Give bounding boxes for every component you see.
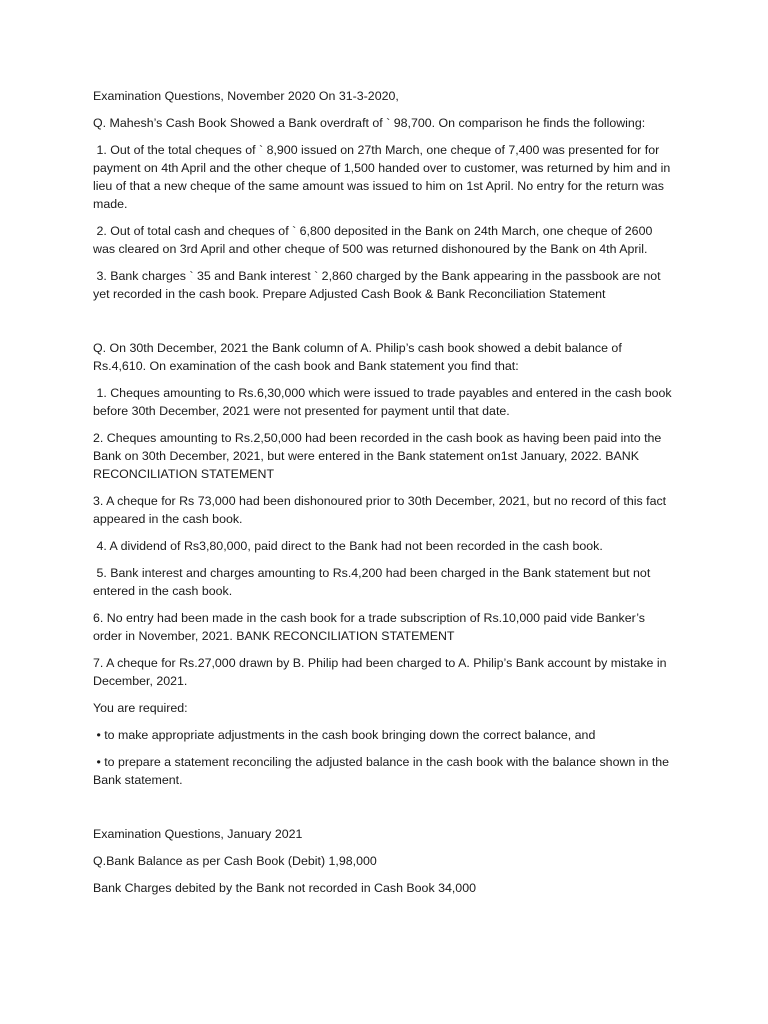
document-page: [93, 87, 677, 906]
philip-item-3: 3. A cheque for Rs 73,000 had been dishonoured prior to 30th December, 2021, but no record of this fact appeared in the cash book.: [93, 494, 670, 526]
bank-balance-line: Q.Bank Balance as per Cash Book (Debit) 1,98,000: [93, 854, 377, 868]
section-heading-january-2021: Examination Questions, January 2021: [93, 827, 303, 841]
philip-item-7: 7. A cheque for Rs.27,000 drawn by B. Philip had been charged to A. Philip’s Bank account by mistake in December, 2021.: [93, 656, 670, 688]
section-heading-november-2020: Examination Questions, November 2020 On 31-3-2020,: [93, 89, 399, 103]
question-item-1: 1. Out of the total cheques of ` 8,900 issued on 27th March, one cheque of 7,400 was presented for for payment on 4th April and the other cheque of 1,500 handed over to customer, was returned by him and in lieu of that a new cheque of the same amount was issued to him on 1st April. No entry for the return was made.: [93, 143, 674, 211]
required-bullet-1: • to make appropriate adjustments in the cash book bringing down the correct balance, and: [93, 728, 596, 742]
paragraph-gap: [93, 798, 677, 825]
question-philip: Q. On 30th December, 2021 the Bank column of A. Philip’s cash book showed a debit balance of Rs.4,610. On examination of the cash book and Bank statement you find that:: [93, 341, 626, 373]
question-mahesh: Q. Mahesh’s Cash Book Showed a Bank overdraft of ` 98,700. On comparison he finds the following:: [93, 116, 646, 130]
required-bullet-2: • to prepare a statement reconciling the adjusted balance in the cash book with the balance shown in the Bank statement.: [93, 755, 673, 787]
question-item-3: 3. Bank charges ` 35 and Bank interest ` 2,860 charged by the Bank appearing in the passbook are not yet recorded in the cash book. Prepare Adjusted Cash Book & Bank Reconciliation Statement: [93, 269, 665, 301]
philip-item-5: 5. Bank interest and charges amounting to Rs.4,200 had been charged in the Bank statement but not entered in the cash book.: [93, 566, 654, 598]
philip-item-2: 2. Cheques amounting to Rs.2,50,000 had been recorded in the cash book as having been paid into the Bank on 30th December, 2021, but were entered in the Bank statement on1st January, 2022. BANK RECONCILIATION STATEMENT: [93, 431, 665, 481]
question-item-2: 2. Out of total cash and cheques of ` 6,800 deposited in the Bank on 24th March, one cheque of 2600 was cleared on 3rd April and other cheque of 500 was returned dishonoured by the Bank on 4th April.: [93, 224, 656, 256]
paragraph-gap: [93, 312, 677, 339]
philip-item-4: 4. A dividend of Rs3,80,000, paid direct to the Bank had not been recorded in the cash book.: [93, 539, 603, 553]
required-label: You are required:: [93, 701, 188, 715]
bank-charges-line: Bank Charges debited by the Bank not recorded in Cash Book 34,000: [93, 881, 476, 895]
philip-item-1: 1. Cheques amounting to Rs.6,30,000 which were issued to trade payables and entered in the cash book before 30th December, 2021 were not presented for payment until that date.: [93, 386, 676, 418]
philip-item-6: 6. No entry had been made in the cash book for a trade subscription of Rs.10,000 paid vide Banker’s order in November, 2021. BANK RECONCILIATION STATEMENT: [93, 611, 649, 643]
